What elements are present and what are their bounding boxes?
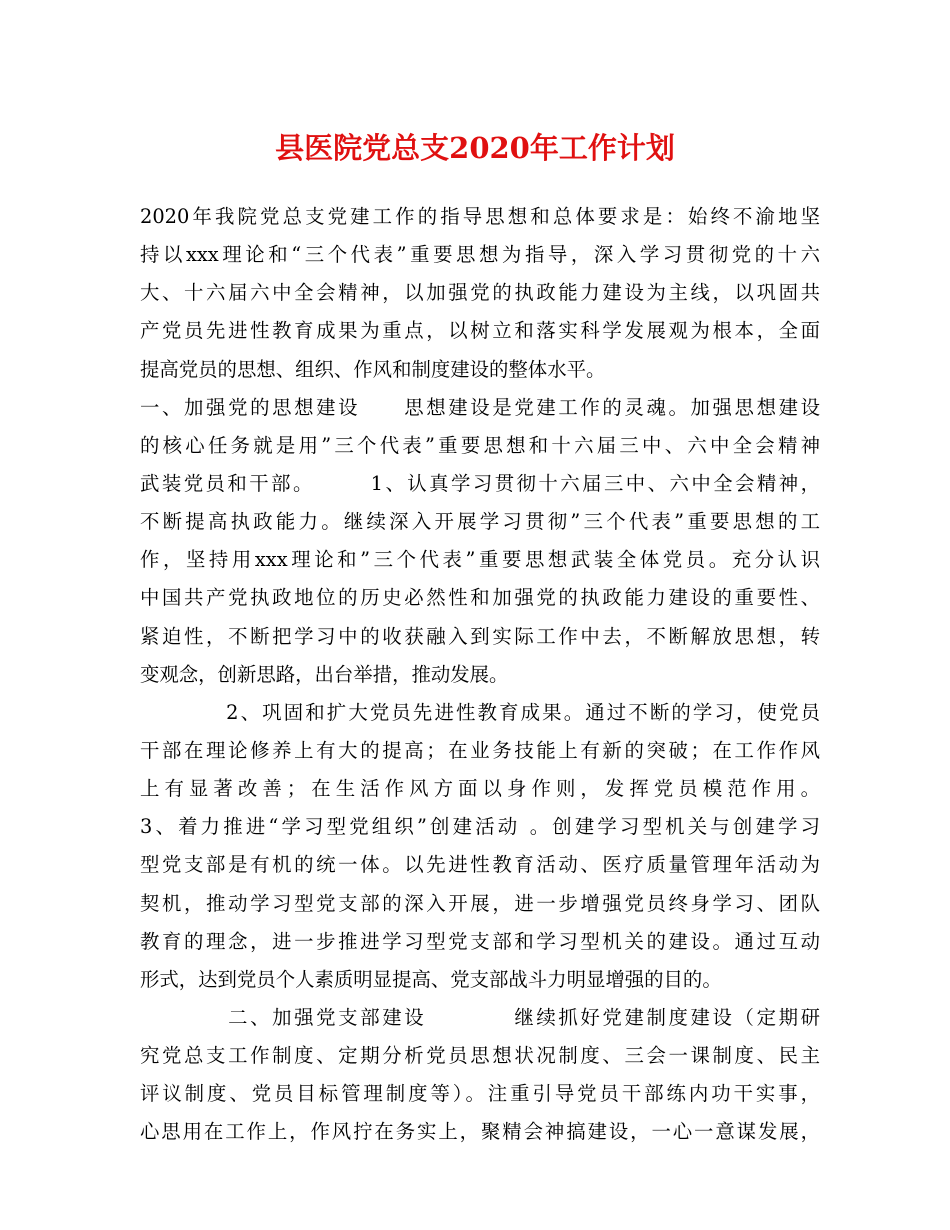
body-line: 作，坚持用xxx理论和”三个代表”重要思想武装全体党员。充分认识 [140,548,820,572]
document-body [140,198,820,1152]
body-line: 型党支部是有机的统一体。以先进性教育活动、医疗质量管理年活动为 [140,853,820,877]
body-line: 的核心任务就是用”三个代表”重要思想和十六届三中、六中全会精神 [140,433,820,457]
body-line: 二、加强党支部建设 继续抓好党建制度建设（定期研 [140,1005,820,1029]
body-line: 形式，达到党员个人素质明显提高、党支部战斗力明显增强的目的。 [140,967,722,991]
body-line: 心思用在工作上，作风拧在务实上，聚精会神搞建设，一心一意谋发展， [140,1120,820,1144]
body-line: 中国共产党执政地位的历史必然性和加强党的执政能力建设的重要性、 [140,586,820,610]
body-line: 一、加强党的思想建设 思想建设是党建工作的灵魂。加强思想建设 [140,395,820,419]
body-line: 变观念，创新思路，出台举措，推动发展。 [140,662,509,686]
body-line: 究党总支工作制度、定期分析党员思想状况制度、三会一课制度、民主 [140,1044,820,1068]
body-line: 提高党员的思想、组织、作风和制度建设的整体水平。 [140,357,606,381]
body-line: 契机，推动学习型党支部的深入开展，进一步增强党员终身学习、团队 [140,891,820,915]
body-line: 产党员先进性教育成果为重点，以树立和落实科学发展观为根本，全面 [140,319,820,343]
body-line: 2020年我院党总支党建工作的指导思想和总体要求是：始终不渝地坚 [140,205,820,228]
body-line: 不断提高执政能力。继续深入开展学习贯彻”三个代表”重要思想的工 [140,510,820,534]
body-line: 评议制度、党员目标管理制度等）。注重引导党员干部练内功干实事， [140,1082,820,1106]
body-line: 教育的理念，进一步推进学习型党支部和学习型机关的建设。通过互动 [140,929,820,953]
body-line: 干部在理论修养上有大的提高；在业务技能上有新的突破；在工作作风 [140,738,820,762]
body-line: 武装党员和干部。 1、认真学习贯彻十六届三中、六中全会精神， [140,471,820,495]
body-line: 2、巩固和扩大党员先进性教育成果。通过不断的学习，使党员 [140,700,820,724]
body-line: 上有显著改善；在生活作风方面以身作则，发挥党员模范作用。 [140,777,820,801]
body-line: 大、十六届六中全会精神，以加强党的执政能力建设为主线，以巩固共 [140,281,820,305]
body-line: 3、着力推进“学习型党组织”创建活动 。创建学习型机关与创建学习 [140,815,820,839]
body-line: 持以xxx理论和“三个代表”重要思想为指导，深入学习贯彻党的十六 [140,243,820,267]
document-title: 县医院党总支2020年工作计划 [275,131,675,165]
body-line: 紧迫性，不断把学习中的收获融入到实际工作中去，不断解放思想，转 [140,624,820,648]
